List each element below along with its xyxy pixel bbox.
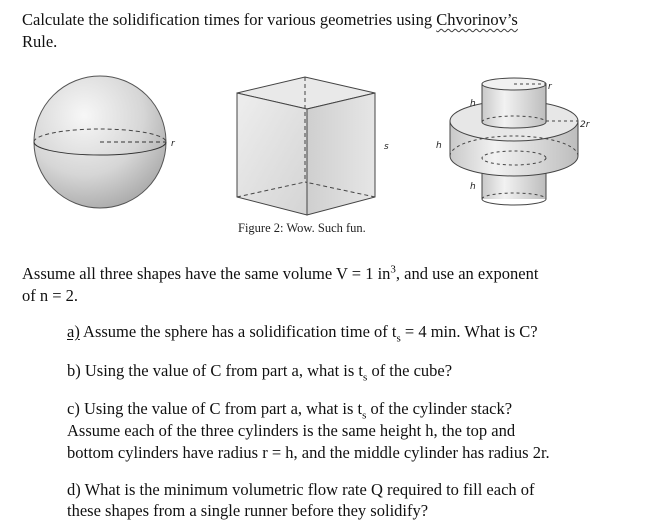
question-c-text-end: of the cylinder stack? — [366, 399, 513, 418]
question-a-sub: s — [396, 332, 401, 345]
question-c-line-1 — [67, 399, 513, 422]
question-a-text-end: = 4 min. What is C? — [400, 322, 538, 341]
volume-exponent: 3 — [390, 263, 396, 276]
sphere-figure — [34, 76, 176, 208]
middle-cylinder-radius-label: 2r — [580, 120, 590, 130]
rule-name: Chvorinov’s — [436, 10, 518, 29]
top-cylinder-height-label: h — [470, 99, 476, 109]
bottom-cylinder-height-label: h — [470, 182, 476, 192]
question-d-line-2: these shapes from a single runner before they solidify? — [67, 501, 429, 520]
title-text: Calculate the solidification times for various geometries using — [22, 10, 437, 29]
middle-cylinder-height-label: h — [436, 141, 442, 151]
question-a-label: a) — [67, 322, 80, 341]
figure-2 — [0, 0, 647, 230]
question-b-sub: s — [363, 371, 368, 384]
question-d-line-1: d) What is the minimum volumetric flow rate Q required to fill each of — [67, 480, 535, 499]
question-b-text: b) Using the value of C from part a, what is t — [67, 361, 364, 380]
question-c-line-2: Assume each of the three cylinders is the same height h, the top and — [67, 421, 516, 440]
assumption-line-1 — [22, 264, 538, 284]
sphere-radius-label: r — [171, 139, 175, 149]
question-c-line-3: bottom cylinders have radius r = h, and the middle cylinder has radius 2r. — [67, 443, 550, 462]
assumption-text: Assume all three shapes have the same volume V = 1 in — [22, 264, 391, 283]
question-c-text: c) Using the value of C from part a, what is t — [67, 399, 363, 418]
question-b-text-end: of the cube? — [367, 361, 453, 380]
question-b — [67, 361, 453, 384]
cube-side-label: s — [384, 142, 389, 152]
cube-figure — [237, 77, 389, 215]
question-a-text: Assume the sphere has a solidification time of t — [79, 322, 397, 341]
question-c-sub: s — [362, 409, 367, 422]
top-cylinder-radius-label: r — [548, 82, 552, 92]
assumption-line-2: of n = 2. — [22, 286, 79, 305]
figure-caption: Figure 2: Wow. Such fun. — [238, 221, 366, 235]
question-a — [67, 322, 538, 345]
title-line-2: Rule. — [22, 32, 58, 51]
cylinder-stack-figure — [436, 78, 591, 205]
assumption-text-end: , and use an exponent — [395, 264, 539, 283]
